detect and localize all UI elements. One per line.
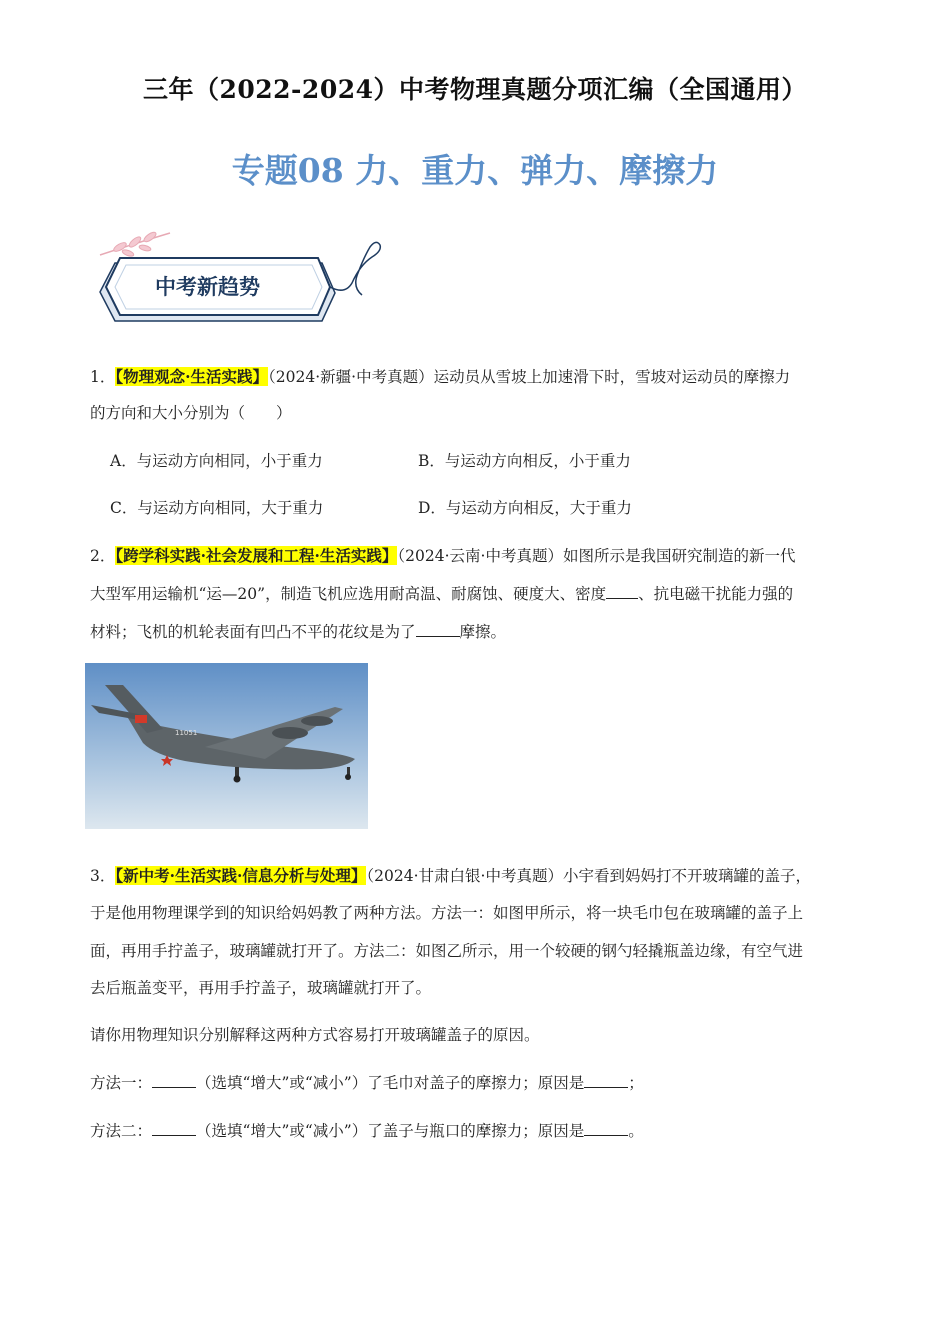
q3-method1-blank1[interactable] — [152, 1073, 196, 1088]
tail-number: 11051 — [175, 729, 198, 737]
document-title: 三年（2022-2024）中考物理真题分项汇编（全国通用） — [142, 75, 808, 104]
q3-method2-text: （选填“增大”或“减小”）了盖子与瓶口的摩擦力；原因是 — [196, 1122, 585, 1140]
q1-number: 1． — [90, 368, 116, 386]
q3-source: （2024·甘肃白银·中考真题） — [366, 867, 563, 885]
topic-title: 专题08 力、重力、弹力、摩擦力 — [231, 151, 719, 190]
q2-text-2b: 、抗电磁干扰能力强的 — [638, 585, 794, 603]
q2-blank-density[interactable] — [606, 584, 638, 599]
q1-option-b[interactable]: B．与运动方向相反，小于重力 — [418, 452, 631, 470]
q1-line2: 的方向和大小分别为（ ） — [90, 404, 292, 422]
q1-option-c[interactable]: C．与运动方向相同，大于重力 — [110, 499, 324, 517]
q2-text-3b: 摩擦。 — [459, 623, 507, 641]
q3-method1-label: 方法一： — [90, 1074, 153, 1092]
q3-method1-text: （选填“增大”或“减小”）了毛巾对盖子的摩擦力；原因是 — [196, 1074, 585, 1092]
q2-source: （2024·云南·中考真题） — [397, 547, 563, 565]
q3-tag: 【新中考·生活实践·信息分析与处理】 — [115, 866, 367, 885]
q1-option-d[interactable]: D．与运动方向相反，大于重力 — [418, 499, 632, 517]
q1-line1 — [90, 367, 790, 387]
q3-method1-end: ； — [628, 1074, 644, 1092]
q2-line2 — [90, 584, 793, 604]
q3-line2: 于是他用物理课学到的知识给妈妈教了两种方法。方法一：如图甲所示，将一块毛巾包在玻璃罐的盖子上 — [90, 904, 804, 922]
q3-method1 — [90, 1073, 644, 1093]
q1-text: 运动员从雪坡上加速滑下时，雪坡对运动员的摩擦力 — [433, 368, 791, 386]
leaf-sprig-icon — [100, 231, 170, 258]
q2-line3 — [90, 622, 506, 642]
q3-method1-blank2[interactable] — [584, 1073, 628, 1088]
q1-option-a[interactable]: A．与运动方向相同，小于重力 — [110, 452, 323, 470]
q3-method2-blank1[interactable] — [152, 1121, 196, 1136]
q2-text: 如图所示是我国研究制造的新一代 — [562, 547, 796, 565]
banner-label: 中考新趋势 — [155, 275, 260, 299]
q3-method2 — [90, 1121, 644, 1141]
q3-line4: 去后瓶盖变平，再用手拧盖子，玻璃罐就打开了。 — [90, 979, 432, 997]
flag-mark-icon — [135, 715, 147, 723]
q3-method2-blank2[interactable] — [584, 1121, 628, 1136]
aircraft-photo — [85, 663, 368, 829]
q3-method2-end: 。 — [628, 1122, 644, 1140]
q3-number: 3． — [90, 867, 116, 885]
q2-line1 — [90, 546, 796, 566]
q3-line3: 面，再用手拧盖子，玻璃罐就打开了。方法二：如图乙所示，用一个较硬的钢勺轻撬瓶盖边缘，有空气进 — [90, 942, 804, 960]
q1-source: （2024·新疆·中考真题） — [268, 368, 434, 386]
q3-prompt: 请你用物理知识分别解释这两种方式容易打开玻璃罐盖子的原因。 — [90, 1026, 540, 1044]
q3-method2-label: 方法二： — [90, 1122, 153, 1140]
q3-text: 小宇看到妈妈打不开玻璃罐的盖子， — [562, 867, 811, 885]
q2-text-3a: 材料；飞机的机轮表面有凹凸不平的花纹是为了 — [90, 623, 416, 641]
q1-tag: 【物理观念·生活实践】 — [115, 367, 269, 386]
swirl-string-icon — [330, 242, 380, 295]
q2-text-2a: 大型军用运输机“运—20”，制造飞机应选用耐高温、耐腐蚀、硬度大、密度 — [90, 585, 607, 603]
q2-blank-friction[interactable] — [416, 622, 460, 637]
q2-number: 2． — [90, 547, 116, 565]
q3-line1 — [90, 866, 811, 886]
q2-tag: 【跨学科实践·社会发展和工程·生活实践】 — [115, 546, 398, 565]
